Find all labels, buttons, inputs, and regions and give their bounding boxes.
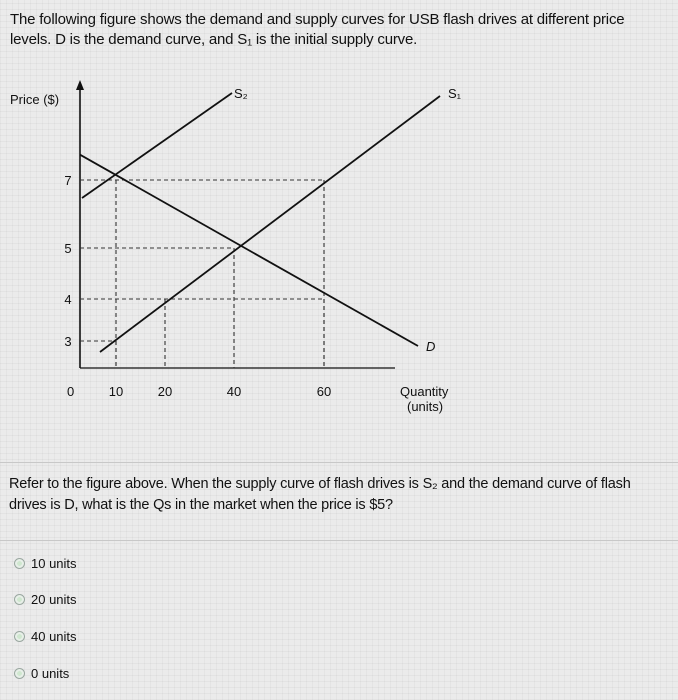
option-0-units[interactable] [14,666,69,681]
supply1-label: S₁ [448,86,462,101]
option-20-units[interactable] [14,592,77,607]
y-axis-label: Price ($) [10,92,60,107]
y-tick-7: 7 [64,173,72,188]
option-label: 20 units [31,592,77,607]
radio-icon[interactable] [14,631,25,642]
option-label: 40 units [31,629,77,644]
y-tick-4: 4 [64,292,72,307]
question-stem [9,474,669,516]
divider-bottom [0,540,678,541]
intro-line-1: The following figure shows the demand and supply curves for USB flash drives at different price [10,11,625,28]
option-40-units[interactable] [14,629,77,644]
intro-line-2: levels. D is the demand curve, and S₁ is the initial supply curve. [10,31,418,48]
x-tick-20: 20 [157,384,173,399]
stem-line-1: Refer to the figure above. When the supply curve of flash drives is S₂ and the demand curve of flash [9,476,631,492]
tick-labels [64,173,331,399]
demand-label: D [426,339,436,354]
option-10-units[interactable] [14,556,77,571]
option-label: 10 units [31,556,77,571]
x-tick-10: 10 [108,384,124,399]
radio-icon[interactable] [14,668,25,679]
y-tick-3: 3 [64,334,72,349]
option-label: 0 units [31,666,70,681]
origin-label: 0 [67,384,75,399]
supply2-label: S₂ [234,86,248,101]
x-axis-label-line2: (units) [407,399,444,414]
radio-icon[interactable] [14,558,25,569]
demand-curve [80,155,418,346]
curves [80,93,440,352]
x-tick-40: 40 [226,384,242,399]
supply2-curve [82,93,232,198]
y-axis-arrow-icon [76,80,84,90]
radio-icon[interactable] [14,594,25,605]
y-tick-5: 5 [64,241,72,256]
supply1-curve [100,96,440,352]
x-tick-60: 60 [316,384,332,399]
x-axis-label-line1: Quantity [400,384,449,399]
divider-top [0,462,678,463]
stem-line-2: drives is D, what is the Qs in the market when the price is $5? [9,497,393,513]
